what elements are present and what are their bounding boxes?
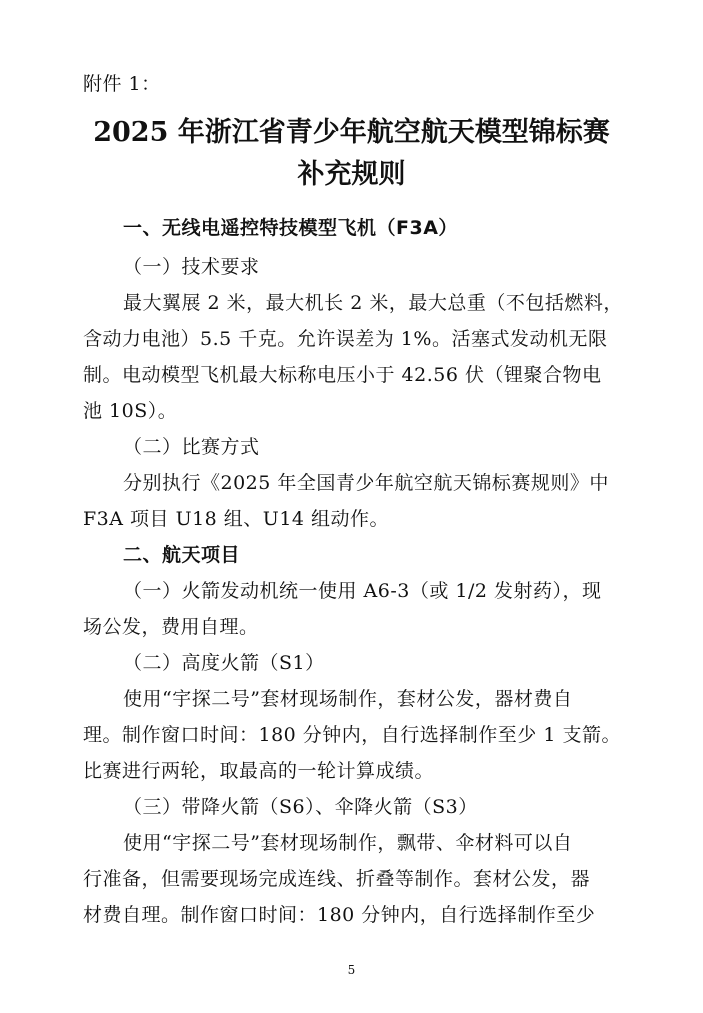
paragraph-line: 行准备，但需要现场完成连线、折叠等制作。套材公发，器 [83, 868, 591, 890]
paragraph-line: 池 10S）。 [83, 400, 178, 422]
paragraph-line: 场公发，费用自理。 [83, 616, 259, 638]
subheading-streamer-parachute-rocket: （三）带降火箭（S6）、伞降火箭（S3） [123, 796, 478, 818]
attachment-label: 附件 1： [83, 73, 161, 95]
paragraph-line: 理。制作窗口时间：180 分钟内，自行选择制作至少 1 支箭。 [83, 724, 621, 746]
subheading-tech-requirements: （一）技术要求 [123, 256, 260, 278]
paragraph-line: 比赛进行两轮，取最高的一轮计算成绩。 [83, 760, 435, 782]
paragraph-line: F3A 项目 U18 组、U14 组动作。 [83, 508, 390, 530]
paragraph-line: 含动力电池）5.5 千克。允许误差为 1%。活塞式发动机无限 [83, 328, 608, 350]
paragraph-line: 制。电动模型飞机最大标称电压小于 42.56 伏（锂聚合物电 [83, 364, 602, 386]
paragraph-line: 材费自理。制作窗口时间：180 分钟内，自行选择制作至少 [83, 904, 596, 926]
section-heading-f3a: 一、无线电遥控特技模型飞机（F3A） [123, 217, 458, 239]
paragraph-line: 使用“宇探二号”套材现场制作，飘带、伞材料可以自 [123, 832, 573, 854]
section-heading-aerospace: 二、航天项目 [123, 544, 241, 566]
paragraph-line: 最大翼展 2 米，最大机长 2 米，最大总重（不包括燃料， [123, 292, 623, 314]
subheading-altitude-rocket: （二）高度火箭（S1） [123, 652, 325, 674]
document-title-line1: 2025 年浙江省青少年航空航天模型锦标赛 [93, 117, 610, 148]
paragraph-line: 使用“宇探二号”套材现场制作，套材公发，器材费自 [123, 688, 573, 710]
page-number: 5 [347, 963, 356, 977]
paragraph-line: （一）火箭发动机统一使用 A6-3（或 1/2 发射药），现 [123, 580, 602, 602]
paragraph-line: 分别执行《2025 年全国青少年航空航天锦标赛规则》中 [123, 472, 609, 494]
subheading-competition-method: （二）比赛方式 [123, 436, 260, 458]
document-title-line2: 补充规则 [297, 159, 406, 190]
